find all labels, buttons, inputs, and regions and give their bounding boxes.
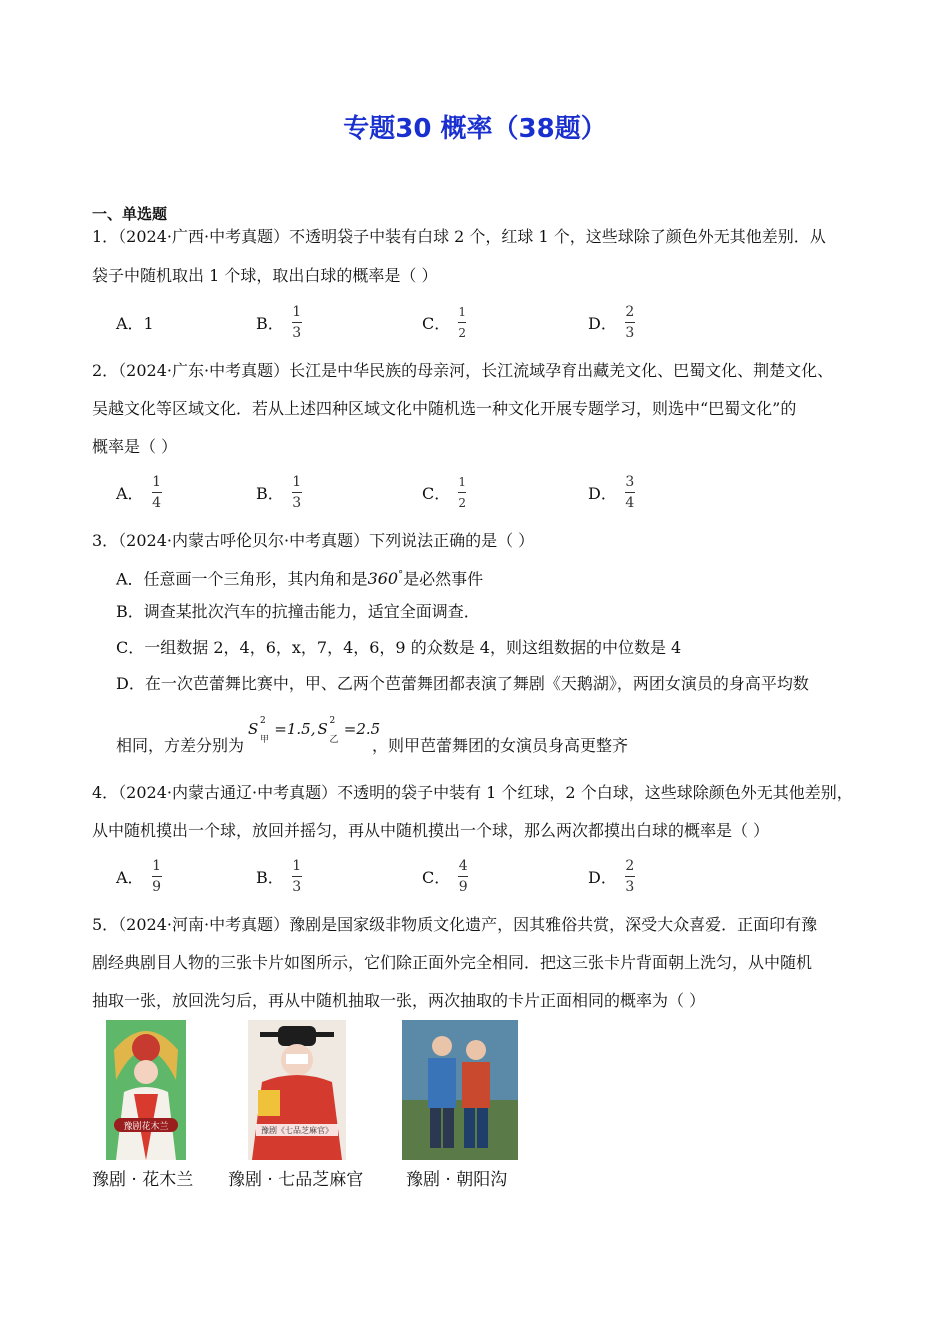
- card-chaoyang-gou-image: [402, 1020, 518, 1160]
- fraction: $\frac{3}{4}$: [625, 473, 635, 511]
- section-heading: 一、单选题: [92, 205, 168, 223]
- q3-option-c: C．一组数据 2，4，6，x，7，4，6，9 的众数是 4，则这组数据的中位数是 4: [116, 638, 682, 657]
- q2-line3: 概率是（ ）: [92, 437, 178, 456]
- q4-option-c: C． $\frac{4}{9}$: [422, 857, 468, 895]
- q3-line1: 3．（2024·内蒙古呼伦贝尔·中考真题）下列说法正确的是（ ）: [92, 531, 535, 550]
- q2-line1: 2．（2024·广东·中考真题）长江是中华民族的母亲河，长江流域孕育出藏羌文化、巴蜀文化、荆楚文化、: [92, 361, 834, 380]
- fraction: $\frac{2}{3}$: [625, 303, 635, 341]
- q3-option-d-line1: D．在一次芭蕾舞比赛中，甲、乙两个芭蕾舞团都表演了舞剧《天鹅湖》，两团女演员的身高平均数: [116, 674, 809, 693]
- q1-option-b: B． $\frac{1}{3}$: [256, 303, 302, 341]
- q4-option-d: D． $\frac{2}{3}$: [588, 857, 635, 895]
- card3-caption: 豫剧 · 朝阳沟: [406, 1170, 508, 1190]
- q5-line2: 剧经典剧目人物的三张卡片如图所示，它们除正面外完全相同．把这三张卡片背面朝上洗匀，从中随机: [92, 953, 813, 972]
- fraction: $\frac{1}{3}$: [292, 857, 302, 895]
- page-title: 专题30 概率（38题）: [343, 114, 607, 144]
- q3-option-d-line2-pre: 相同，方差分别为: [116, 736, 245, 755]
- q2-option-a: A． $\frac{1}{4}$: [116, 473, 162, 511]
- fraction: $\frac{1}{4}$: [152, 473, 162, 511]
- fraction: $\frac{2}{3}$: [625, 857, 635, 895]
- q2-option-b: B． $\frac{1}{3}$: [256, 473, 302, 511]
- q1-options: [0, 302, 950, 342]
- q1-option-c: C． $\frac{1}{2}$: [422, 304, 467, 340]
- q1-line1: 1．（2024·广西·中考真题）不透明袋子中装有白球 2 个，红球 1 个，这些球除了颜色外无其他差别．从: [92, 227, 826, 246]
- q4-option-a: A． $\frac{1}{9}$: [116, 857, 162, 895]
- q2-options: [0, 472, 950, 512]
- card-qipin-zhimaguan-image: [248, 1020, 346, 1160]
- q2-line2: 吴越文化等区域文化．若从上述四种区域文化中随机选一种文化开展专题学习，则选中“巴蜀文化”的: [92, 399, 797, 418]
- fraction: $\frac{1}{2}$: [458, 304, 467, 340]
- variance-formula: S 2 甲 =1.5, S 2 乙 =2.5: [248, 716, 381, 745]
- q1-option-a: A．1: [116, 313, 154, 333]
- q3-option-d-line2-post: ，则甲芭蕾舞团的女演员身高更整齐: [372, 736, 629, 755]
- fraction: $\frac{1}{3}$: [292, 303, 302, 341]
- q4-option-b: B． $\frac{1}{3}$: [256, 857, 302, 895]
- q4-line2: 从中随机摸出一个球，放回并摇匀，再从中随机摸出一个球，那么两次都摸出白球的概率是（ ）: [92, 821, 770, 840]
- q4-line1: 4．（2024·内蒙古通辽·中考真题）不透明的袋子中装有 1 个红球，2 个白球，这些球除颜色外无其他差别，: [92, 783, 853, 802]
- q1-option-d: D． $\frac{2}{3}$: [588, 303, 635, 341]
- q2-option-c: C． $\frac{1}{2}$: [422, 474, 467, 510]
- q1-line2: 袋子中随机取出 1 个球，取出白球的概率是（ ）: [92, 266, 438, 285]
- q5-line1: 5．（2024·河南·中考真题）豫剧是国家级非物质文化遗产，因其雅俗共赏，深受大众喜爱．正面印有豫: [92, 915, 818, 934]
- q2-option-d: D． $\frac{3}{4}$: [588, 473, 635, 511]
- fraction: $\frac{4}{9}$: [458, 857, 468, 895]
- card-hua-mulan-image: [106, 1020, 186, 1160]
- fraction: $\frac{1}{9}$: [152, 857, 162, 895]
- card2-caption: 豫剧 · 七品芝麻官: [228, 1170, 364, 1190]
- fraction: $\frac{1}{3}$: [292, 473, 302, 511]
- q3-option-b: B．调查某批次汽车的抗撞击能力，适宜全面调查．: [116, 602, 480, 621]
- q4-options: [0, 856, 950, 896]
- card1-caption: 豫剧 · 花木兰: [92, 1170, 194, 1190]
- fraction: $\frac{1}{2}$: [458, 474, 467, 510]
- q3-option-a: A．任意画一个三角形，其内角和是360°是必然事件: [116, 569, 484, 589]
- card1-banner-text: 豫剧花木兰: [123, 1122, 169, 1132]
- q5-line3: 抽取一张，放回洗匀后，再从中随机抽取一张，两次抽取的卡片正面相同的概率为（ ）: [92, 991, 706, 1010]
- card2-banner-text: 豫剧《七品芝麻官》: [261, 1126, 333, 1135]
